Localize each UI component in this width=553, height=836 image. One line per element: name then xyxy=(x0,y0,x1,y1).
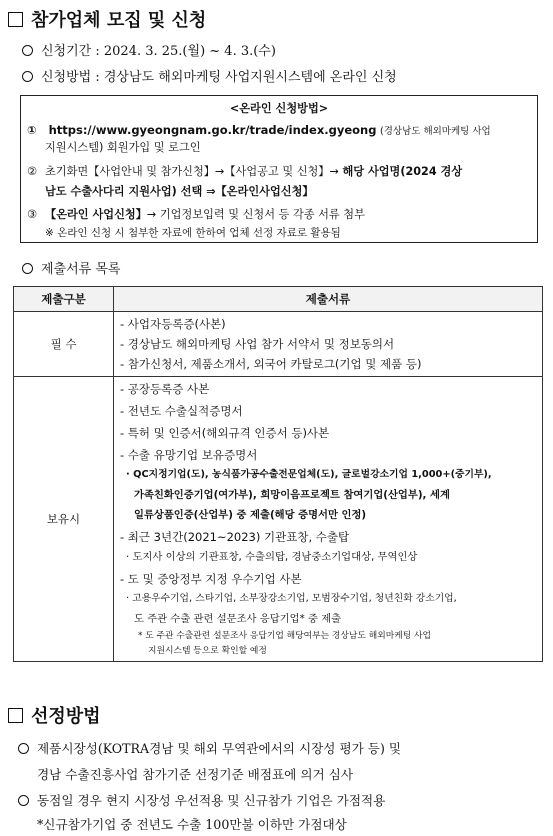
list-item: - 참가신청서, 제품소개서, 외국어 카탈로그(기업 및 제품 등) xyxy=(120,357,422,371)
step-2-bold: 해당 사업명(2024 경상 xyxy=(342,165,463,178)
selection-text: 동점일 경우 현지 시장성 우선적용 및 신규참가 기업은 가점적용 xyxy=(37,793,386,808)
selection-text: 제품시장성(KOTRA경남 및 해외 무역관에서의 시장성 평가 등) 및 xyxy=(37,741,402,756)
step-2-text: 초기화면【사업안내 및 참가신청】→【사업공고 및 신청】→ xyxy=(45,165,343,178)
circle-bullet-icon xyxy=(22,263,33,274)
step-2-line-2: 남도 수출사다리 지원사업) 선택 ⇒【온라인사업신청】 xyxy=(45,185,314,198)
step-3 xyxy=(27,205,529,225)
column-header-category: 제출구분 xyxy=(14,287,114,312)
table-row-owned xyxy=(14,377,543,662)
selection-bullet-1-line-2: 경남 수출진흥사업 참가기준 선정기준 배점표에 의거 심사 xyxy=(37,767,353,782)
section-heading-selection xyxy=(8,702,101,728)
list-item: · QC지정기업(도), 농식품가공수출전문업체(도), 글로벌강소기업 1,000+(중기부), xyxy=(126,469,492,480)
owned-label: 보유시 xyxy=(14,377,114,662)
list-item: - 공장등록증 사본 xyxy=(120,382,210,396)
list-item: - 특허 및 인증서(해외규격 인증서 등)사본 xyxy=(120,426,330,440)
required-label: 필 수 xyxy=(14,312,114,377)
list-item: - 수출 유망기업 보유증명서 xyxy=(120,448,258,462)
section-title: 참가업체 모집 및 신청 xyxy=(31,10,207,31)
step-2 xyxy=(27,162,529,182)
application-period xyxy=(22,40,276,59)
documents-heading xyxy=(22,258,120,277)
step-3-bold: 【온라인 사업신청】 xyxy=(45,208,147,221)
step-3-text: → 기업정보입력 및 신청서 등 각종 서류 첨부 xyxy=(146,208,365,221)
selection-bullet-1 xyxy=(18,738,401,757)
step-3-number: ③ xyxy=(27,208,38,221)
online-box-title: <온라인 신청방법> xyxy=(229,102,329,115)
circle-bullet-icon xyxy=(22,45,33,56)
table-header-row xyxy=(14,287,543,312)
footnote-line: * 도 주관 수출관련 설문조사 응답기업 해당여부는 경상남도 해외마케팅 사업 xyxy=(138,631,431,641)
circle-bullet-icon xyxy=(18,795,29,806)
section-title: 선정방법 xyxy=(31,706,101,727)
list-item: - 경상남도 해외마케팅 사업 참가 서약서 및 정보동의서 xyxy=(120,337,395,351)
square-bullet-icon xyxy=(8,708,23,723)
documents-heading-text: 제출서류 목록 xyxy=(41,262,121,277)
list-item: 일류상품인증(산업부) 중 제출(해당 증명서만 인정) xyxy=(134,509,367,521)
circle-bullet-icon xyxy=(18,743,29,754)
section-heading-recruitment xyxy=(8,6,206,32)
required-items xyxy=(114,312,543,377)
footnote-line: 지원시스템 등으로 확인할 예정 xyxy=(148,646,267,656)
owned-items xyxy=(114,377,543,662)
selection-bullet-2-line-2: *신규참가기업 중 전년도 수출 100만불 이하만 가점대상 xyxy=(37,817,347,832)
step-1-tail: (경상남도 해외마케팅 사업 xyxy=(380,126,491,137)
step-1-line-2: 지원시스템) 회원가입 및 로그인 xyxy=(45,141,201,154)
step-3-note: ※ 온라인 신청 시 첨부한 자료에 한하여 업체 선정 자료로 활용됨 xyxy=(45,227,341,239)
online-application-box xyxy=(20,95,538,243)
system-url-link[interactable]: https://www.gyeongnam.go.kr/trade/index.gyeong xyxy=(48,123,377,137)
list-item: 도 주관 수출 관련 설문조사 응답기업* 중 제출 xyxy=(134,613,342,625)
column-header-documents: 제출서류 xyxy=(114,287,543,312)
selection-bullet-2 xyxy=(18,790,385,809)
list-item: · 도지사 이상의 기관표창, 수출의탑, 경남중소기업대상, 무역인상 xyxy=(126,551,418,563)
square-bullet-icon xyxy=(8,12,23,27)
list-item: · 고용우수기업, 스타기업, 소부장강소기업, 모범장수기업, 청년친화 강소기업, xyxy=(126,593,457,604)
list-item: - 전년도 수출실적증명서 xyxy=(120,404,243,418)
application-method xyxy=(22,66,397,85)
list-item: - 최근 3년간(2021~2023) 기관표창, 수출탑 xyxy=(120,530,350,544)
circle-bullet-icon xyxy=(22,71,33,82)
list-item: - 도 및 중앙정부 지정 우수기업 사본 xyxy=(120,572,302,586)
list-item: - 사업자등록증(사본) xyxy=(120,317,226,331)
period-text: 신청기간 : 2024. 3. 25.(월) ~ 4. 3.(수) xyxy=(41,44,276,59)
table-row-required xyxy=(14,312,543,377)
method-text: 신청방법 : 경상남도 해외마케팅 사업지원시스템에 온라인 신청 xyxy=(41,70,397,85)
documents-table xyxy=(13,286,543,662)
list-item: 가족친화인증기업(여가부), 희망이음프로젝트 참여기업(산업부), 세계 xyxy=(134,489,450,501)
step-2-number: ② xyxy=(27,165,38,178)
step-1-number: ① xyxy=(27,124,37,137)
